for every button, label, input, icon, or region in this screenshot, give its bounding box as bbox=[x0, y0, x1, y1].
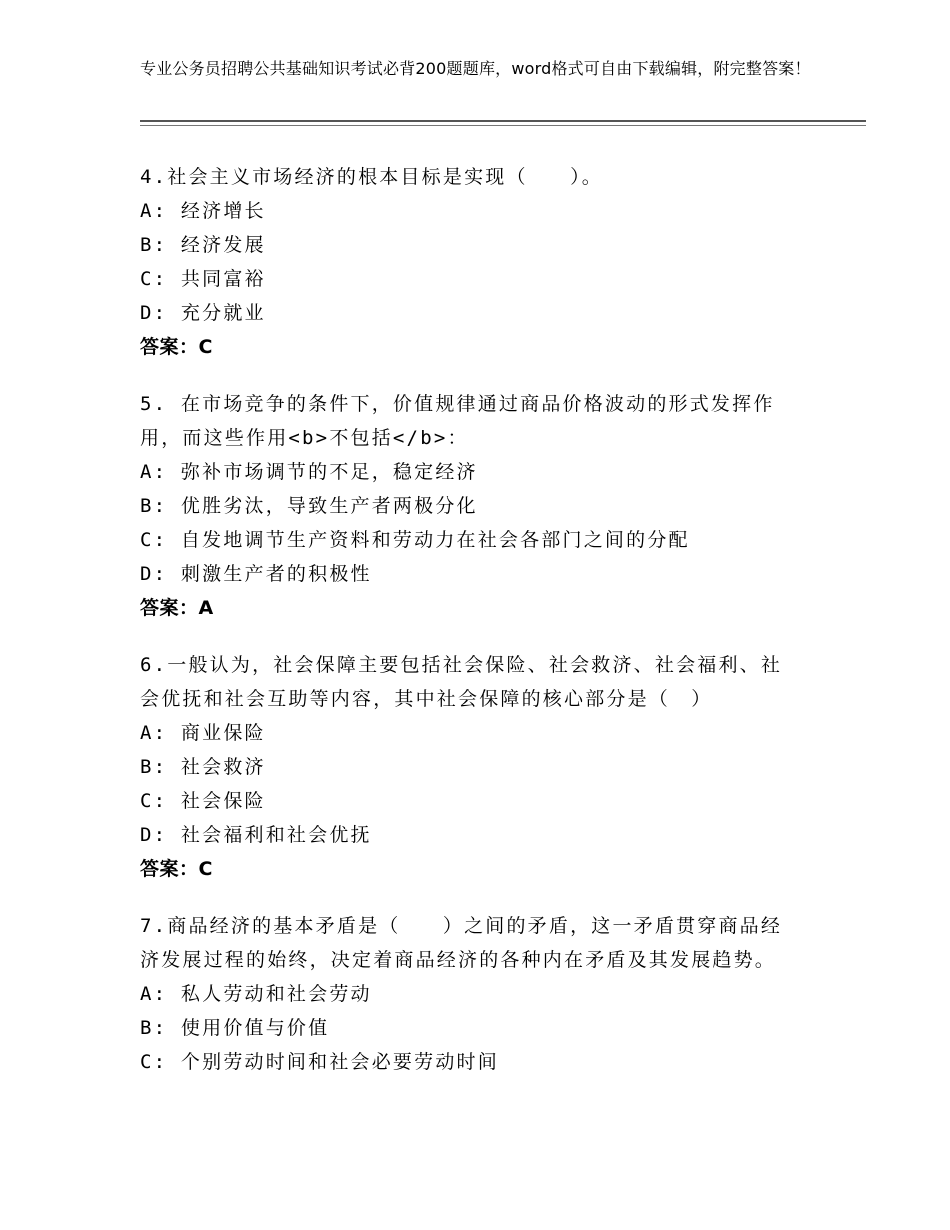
option-d: D: 社会福利和社会优抚 bbox=[140, 824, 372, 846]
question-stem-line-2: 会优抚和社会互助等内容，其中社会保障的核心部分是（ ） bbox=[140, 688, 713, 710]
header-divider-thin bbox=[140, 125, 866, 126]
question-stem: 4.社会主义市场经济的根本目标是实现（ ）。 bbox=[140, 166, 603, 188]
document-header: 专业公务员招聘公共基础知识考试必背200题题库，word格式可自由下载编辑，附完整答案！ bbox=[140, 59, 811, 78]
option-b: B: 优胜劣汰，导致生产者两极分化 bbox=[140, 495, 478, 517]
option-c: C: 自发地调节生产资料和劳动力在社会各部门之间的分配 bbox=[140, 529, 690, 551]
question-stem-line-1: 6.一般认为，社会保障主要包括社会保险、社会救济、社会福利、社 bbox=[140, 654, 783, 676]
option-b: B: 社会救济 bbox=[140, 756, 266, 778]
question-stem-line-2: 用，而这些作用<b>不包括</b>： bbox=[140, 427, 469, 449]
question-4 bbox=[140, 160, 820, 364]
question-list bbox=[140, 160, 820, 1102]
option-a: A: 弥补市场调节的不足，稳定经济 bbox=[140, 461, 478, 483]
option-a: A: 商业保险 bbox=[140, 722, 266, 744]
question-stem-line-1: 7.商品经济的基本矛盾是（ ）之间的矛盾，这一矛盾贯穿商品经 bbox=[140, 915, 783, 937]
option-c: C: 社会保险 bbox=[140, 790, 266, 812]
option-d: D: 刺激生产者的积极性 bbox=[140, 563, 372, 585]
question-6 bbox=[140, 648, 820, 886]
answer-label: 答案：A bbox=[140, 597, 214, 619]
answer-label: 答案：C bbox=[140, 336, 213, 358]
option-d: D: 充分就业 bbox=[140, 302, 266, 324]
question-stem-line-2: 济发展过程的始终，决定着商品经济的各种内在矛盾及其发展趋势。 bbox=[140, 949, 777, 971]
option-c: C: 个别劳动时间和社会必要劳动时间 bbox=[140, 1051, 499, 1073]
question-7 bbox=[140, 909, 820, 1079]
answer-label: 答案：C bbox=[140, 858, 213, 880]
option-c: C: 共同富裕 bbox=[140, 268, 266, 290]
question-stem-line-1: 5. 在市场竞争的条件下，价值规律通过商品价格波动的形式发挥作 bbox=[140, 393, 775, 415]
question-5 bbox=[140, 387, 820, 625]
option-a: A: 私人劳动和社会劳动 bbox=[140, 983, 372, 1005]
header-divider-thick bbox=[140, 120, 866, 122]
option-b: B: 经济发展 bbox=[140, 234, 266, 256]
option-a: A: 经济增长 bbox=[140, 200, 266, 222]
option-b: B: 使用价值与价值 bbox=[140, 1017, 330, 1039]
